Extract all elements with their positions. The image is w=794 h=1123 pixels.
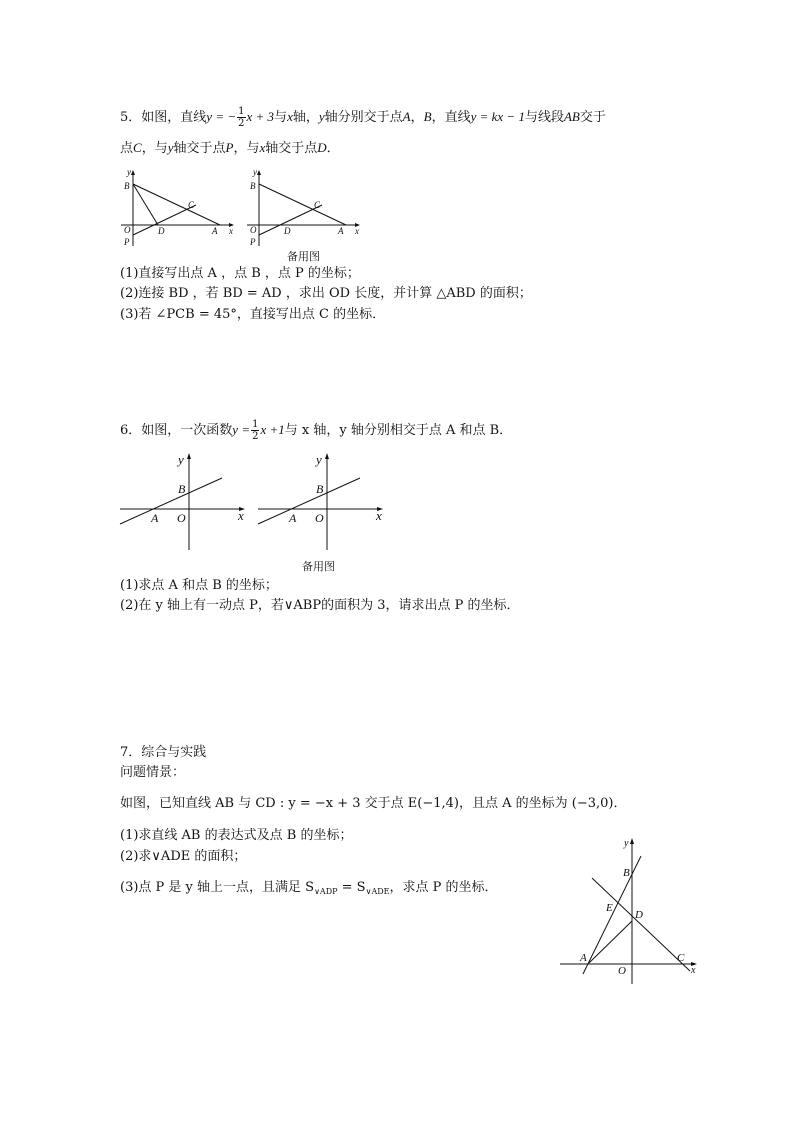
p5-caption: 备用图 [287,250,320,263]
p5-question-3: (3)若 ∠PCB = 45°，直接写出点 C 的坐标． [120,307,386,322]
p7-question-1: (1)求直线 AB 的表达式及点 B 的坐标； [120,828,353,843]
p5-question-1: (1)直接写出点 A ，点 B ，点 P 的坐标； [120,266,360,281]
label-x: x [355,226,359,236]
p5-figure-main [118,168,238,250]
label-C: C [188,200,195,210]
label-O: O [124,225,131,235]
p7-question-2: (2)求∨ADE 的面积； [120,849,247,864]
label-P: P [124,237,130,247]
y-axis-arrow [630,838,634,844]
p6-figure-main [118,452,250,552]
label-P: P [250,237,256,247]
p6-line-1: 6．如图，一次函数y = $\frac{1}{2}$ x +1与 x 轴，y 轴分别相交于点 A 和点 B． [120,419,513,442]
label-A: A [151,511,159,525]
fraction-half: $\frac{1}{2}$ [238,106,245,129]
y-axis-arrow [325,453,329,459]
label-A: A [580,952,587,964]
p6-question-2: (2)在 y 轴上有一动点 P，若∨ABP的面积为 3，请求出点 P 的坐标． [120,598,520,613]
segment-AD [589,921,632,963]
label-B: B [316,482,324,496]
label-x: x [229,226,233,236]
label-y: y [624,838,629,849]
label-x: x [376,508,382,523]
label-D: D [158,226,165,236]
label-C: C [677,952,685,964]
label-y: y [178,452,184,467]
p7-figure [556,836,702,986]
line-PC [259,205,322,235]
p7-subtitle: 问题情景： [120,765,186,780]
label-A: A [338,226,344,236]
label-A: A [289,511,297,525]
label-E: E [606,902,613,914]
label-x: x [238,508,244,523]
y-axis-arrow [131,170,135,175]
p5-line-2: 点C，与y轴交于点P，与x轴交于点D． [120,140,340,156]
label-A: A [212,226,218,236]
label-B: B [250,181,256,191]
p5-question-2: (2)连接 BD ，若 BD = AD ，求出 OD 长度，并计算 △ABD 的面积； [120,286,532,301]
y-axis-arrow [187,453,191,459]
line-AB [258,478,360,524]
p6-caption: 备用图 [302,560,335,573]
label-y: y [316,452,322,467]
line-AB [120,478,222,524]
label-B: B [124,181,130,191]
label-O: O [250,225,257,235]
line-AB [259,184,346,225]
p5-figure-spare [244,168,364,250]
label-D: D [284,226,291,236]
fraction-half: $\frac{1}{2}$ [252,419,259,442]
label-x: x [691,965,696,976]
p6-figure-spare [256,452,388,552]
p5-line-1: 5．如图，直线y = − $\frac{1}{2}$ x + 3与x轴，y轴分别交于点A，B，直线y = kx − 1与线段AB交于 [120,106,606,129]
label-O: O [315,511,324,525]
label-O: O [177,511,186,525]
label-y: y [253,167,257,177]
label-B: B [623,867,630,879]
y-axis-arrow [257,170,261,175]
label-D: D [635,909,643,921]
label-B: B [178,482,186,496]
p7-question-3: (3)点 P 是 y 轴上一点，且满足 $S_{\vee ADP} = S_{\vee ADE}$，求点 P 的坐标． [120,880,498,896]
p6-question-1: (1)求点 A 和点 B 的坐标； [120,578,278,593]
label-C: C [314,200,321,210]
p7-intro: 如图，已知直线 AB 与 CD : y = −x + 3 交于点 E(−1,4)，且点 A 的坐标为 (−3,0)． [120,796,627,811]
label-O: O [618,965,626,977]
p7-title: 7．综合与实践 [120,745,207,760]
label-y: y [127,167,131,177]
line-CD [592,878,690,971]
line-PC [133,205,196,235]
